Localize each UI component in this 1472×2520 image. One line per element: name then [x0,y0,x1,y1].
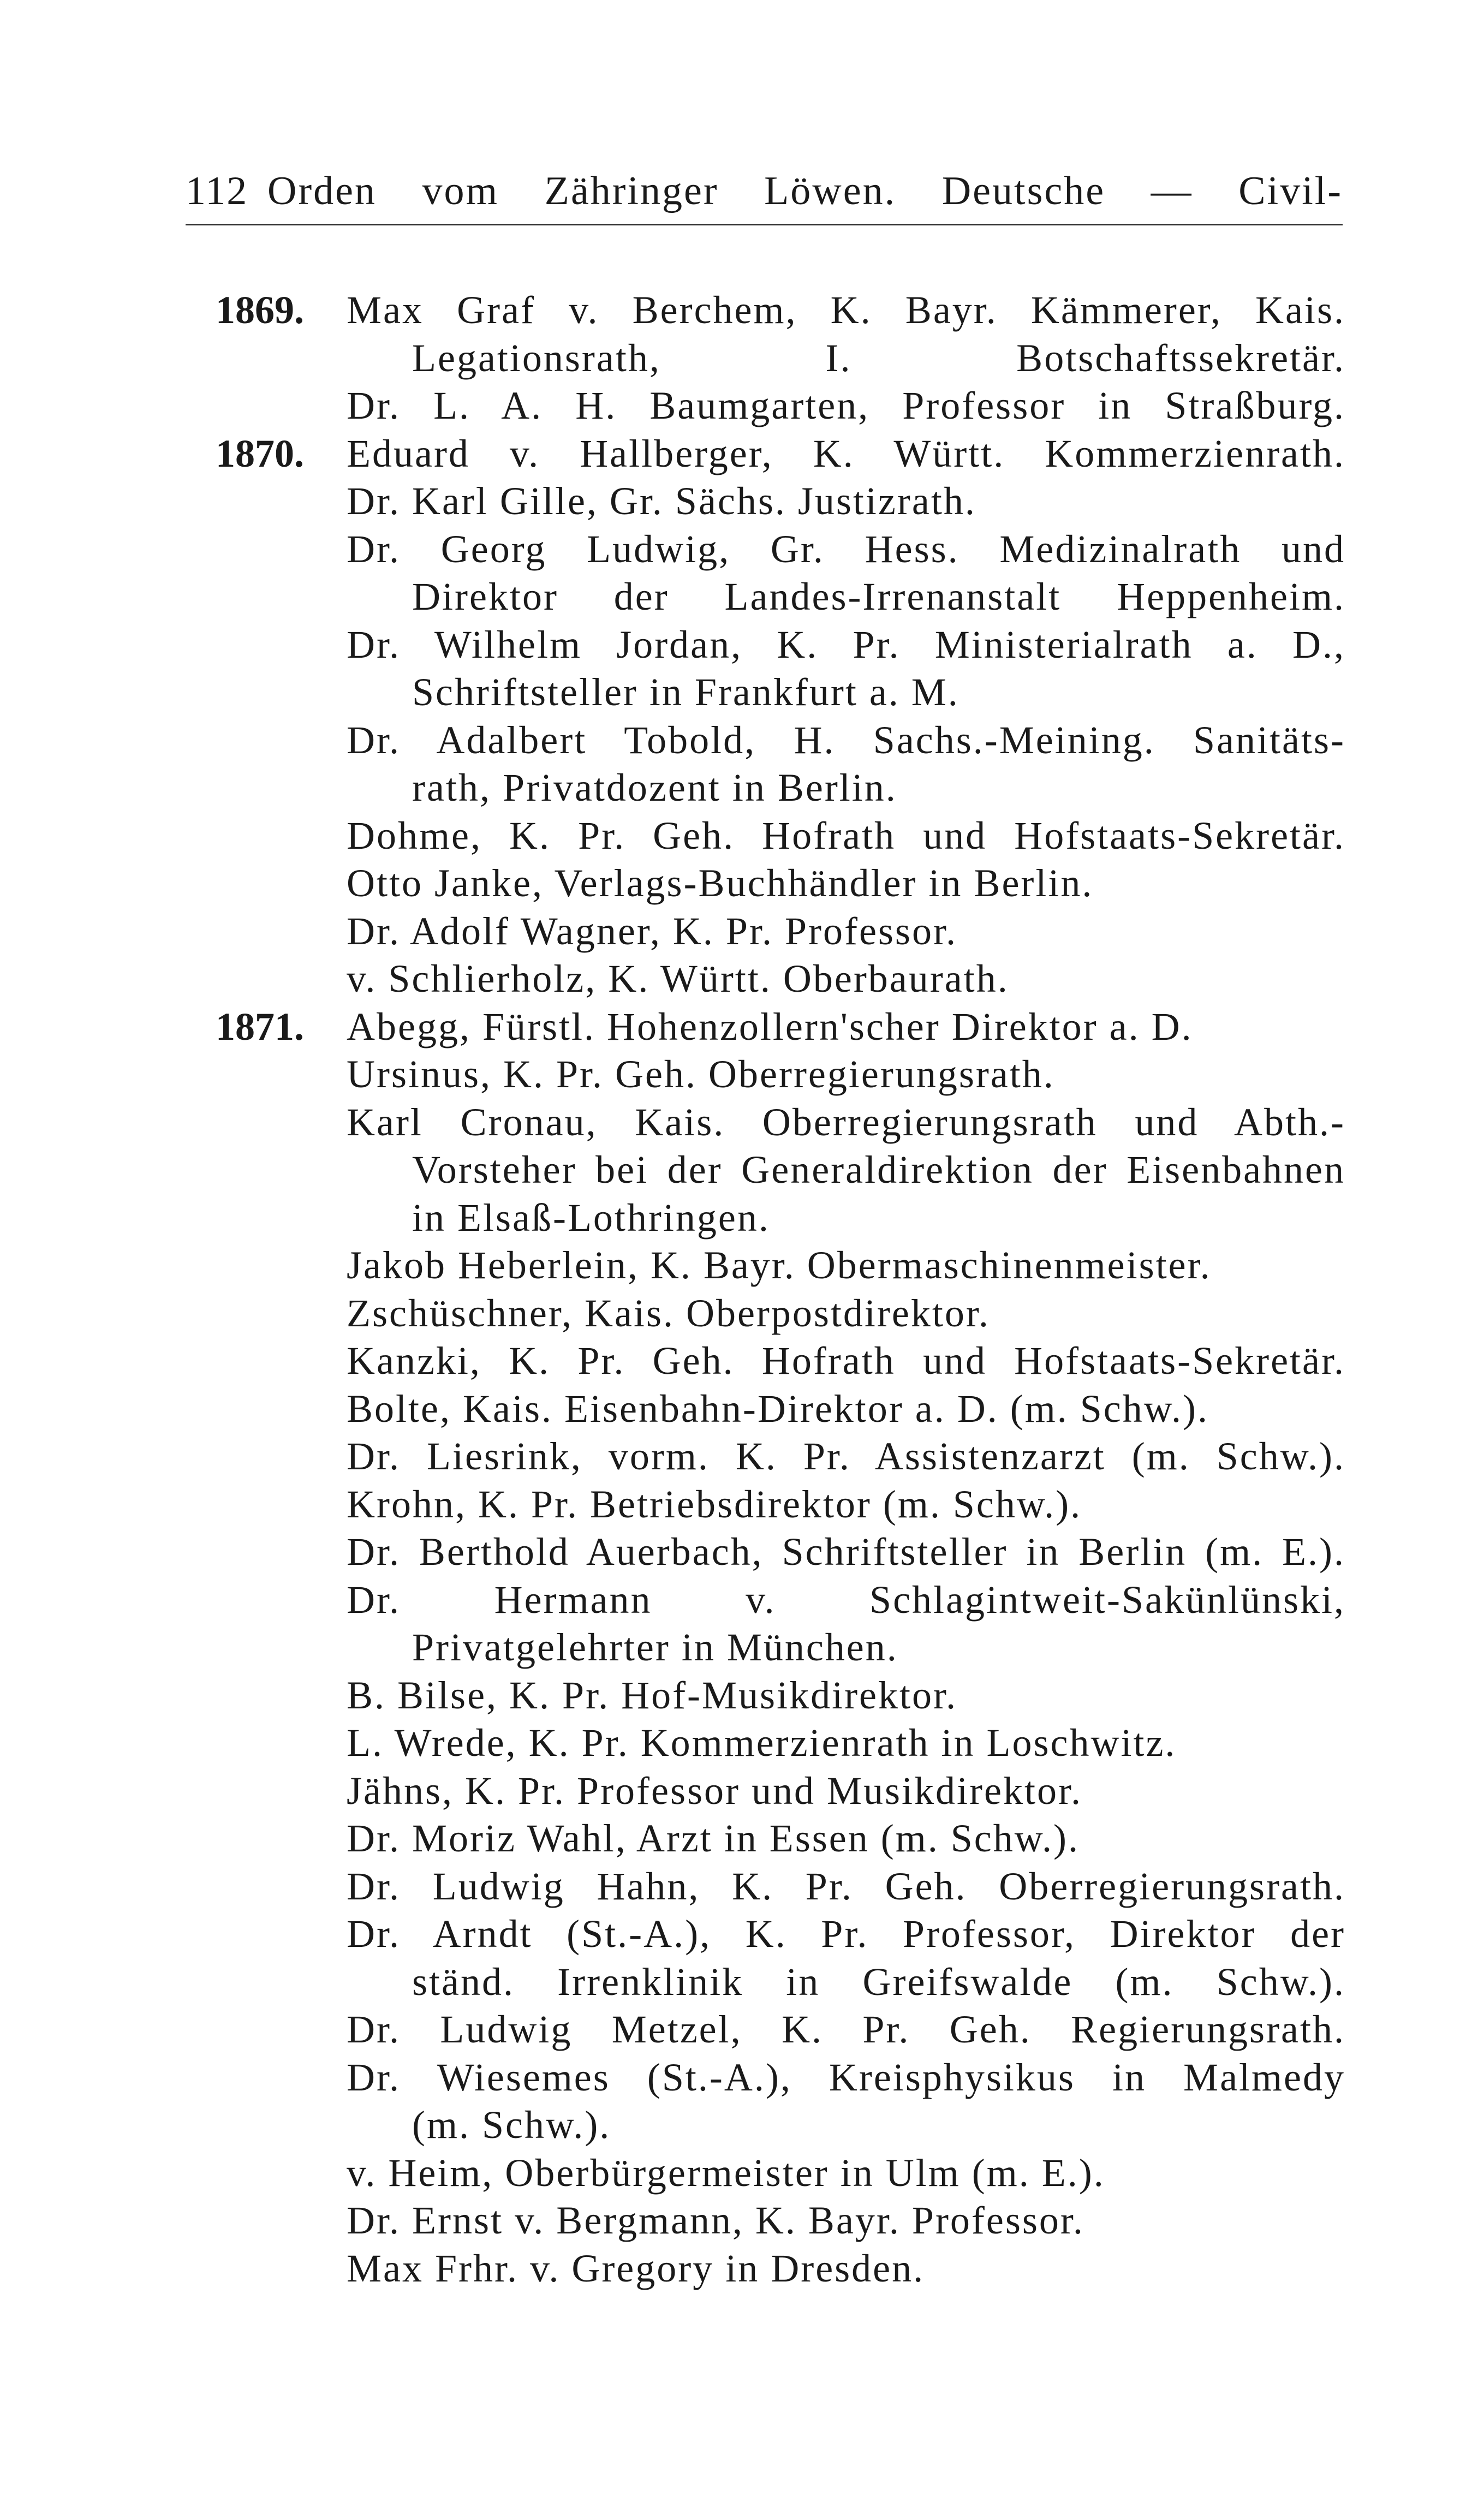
entry-text: Kanzki, K. Pr. Geh. Hofrath und Hofstaats-Sekretär. [347,1339,1345,1383]
entry-line [216,2197,1345,2245]
entry-line [216,2245,1345,2293]
entry-text: Dr. Karl Gille, Gr. Sächs. Justizrath. [347,479,976,523]
entry-text: Dr. Ernst v. Bergmann, K. Bayr. Professor. [347,2199,1084,2242]
entry-line [216,382,1345,430]
entry-line [216,1242,1345,1290]
entry-line [216,1290,1345,1338]
entry-year: 1871. [216,1004,304,1048]
entry-line [216,287,1345,335]
entry-text: v. Schlierholz, K. Württ. Oberbaurath. [347,957,1009,1000]
entry-line [216,1385,1345,1433]
entry-text: Dr. Berthold Auerbach, Schriftsteller in Berlin (m. E.). [347,1530,1345,1574]
entry-text: Abegg, Fürstl. Hohenzollern'scher Direktor a. D. [347,1004,1193,1048]
entry-text: Dr. Georg Ludwig, Gr. Hess. Medizinalrath und [347,527,1345,571]
entry-line [216,2149,1345,2197]
entry-line [216,812,1345,860]
entry-text: v. Heim, Oberbürgermeister in Ulm (m. E.). [347,2150,1105,2195]
entry-line [216,478,1345,526]
entry-text: L. Wrede, K. Pr. Kommerzienrath in Loschwitz. [347,1721,1177,1765]
page-header [186,164,1343,225]
entry-line [216,1576,1345,1624]
entry-text: Dr. Ludwig Hahn, K. Pr. Geh. Oberregierungsrath. [347,1864,1345,1908]
entry-text: Dr. Arndt (St.-A.), K. Pr. Professor, Direktor der [347,1912,1345,1956]
entry-text: (m. Schw.). [412,2103,611,2147]
entry-line [216,1051,1345,1099]
entry-continuation-line [216,669,1345,717]
entry-text: Bolte, Kais. Eisenbahn-Direktor a. D. (m. Schw.). [347,1386,1209,1431]
entry-line [216,526,1345,574]
entry-list [216,287,1345,2292]
entry-text: rath, Privatdozent in Berlin. [412,766,897,809]
entry-text: Dr. Adolf Wagner, K. Pr. Professor. [347,909,957,953]
entry-continuation-line [216,1958,1345,2006]
entry-line [216,1863,1345,1911]
entry-line [216,1433,1345,1481]
entry-text: Dr. Adalbert Tobold, H. Sachs.-Meining. Sanitäts- [347,718,1345,762]
entry-text: Dr. Hermann v. Schlagintweit-Sakünlünski, [347,1577,1345,1622]
entry-year: 1869. [216,288,304,332]
entry-text: Eduard v. Hallberger, K. Württ. Kommerzienrath. [347,431,1345,475]
entry-text: Dr. Moriz Wahl, Arzt in Essen (m. Schw.). [347,1816,1080,1860]
entry-line [216,1099,1345,1147]
entry-text: Dr. Wilhelm Jordan, K. Pr. Ministerialrath a. D., [347,622,1345,666]
entry-text: Jakob Heberlein, K. Bayr. Obermaschinenmeister. [347,1243,1212,1287]
entry-text: Zschüschner, Kais. Oberpostdirektor. [347,1291,990,1335]
entry-text: ständ. Irrenklinik in Greifswalde (m. Schw.). [412,1959,1345,2004]
entry-text: Dohme, K. Pr. Geh. Hofrath und Hofstaats-Sekretär. [347,813,1345,857]
entry-text: Max Graf v. Berchem, K. Bayr. Kämmerer, Kais. [347,288,1345,332]
entry-line [216,1910,1345,1958]
entry-text: B. Bilse, K. Pr. Hof-Musikdirektor. [347,1673,958,1717]
entry-line [216,2054,1345,2102]
entry-line [216,1815,1345,1863]
entry-text: Vorsteher bei der Generaldirektion der Eisenbahnen [412,1148,1345,1192]
entry-line [216,717,1345,765]
entry-continuation-line [216,764,1345,812]
entry-line [216,1672,1345,1720]
entry-line [216,1003,1345,1051]
entry-line [216,1719,1345,1767]
entry-text: Privatgelehrter in München. [412,1625,898,1669]
entry-text: Dr. L. A. H. Baumgarten, Professor in Straßburg. [347,384,1345,427]
entry-line [216,908,1345,956]
entry-text: Dr. Ludwig Metzel, K. Pr. Geh. Regierungsrath. [347,2007,1345,2051]
entry-text: Dr. Wiesemes (St.-A.), Kreisphysikus in Malmedy [347,2055,1345,2099]
running-title: Orden vom Zähringer Löwen. Deutsche — Civil- [267,169,1343,213]
entry-line [216,1767,1345,1815]
entry-line [216,2006,1345,2054]
entry-year: 1870. [216,431,304,475]
entry-line [216,621,1345,669]
page-number: 112 [186,169,248,213]
entry-continuation-line [216,2101,1345,2149]
entry-continuation-line [216,1194,1345,1242]
entry-continuation-line [216,1146,1345,1194]
entry-continuation-line [216,573,1345,621]
entry-line [216,430,1345,478]
entry-text: Otto Janke, Verlags-Buchhändler in Berlin. [347,861,1094,905]
entry-line [216,1528,1345,1576]
entry-line [216,1481,1345,1529]
entry-text: Jähns, K. Pr. Professor und Musikdirektor. [347,1768,1082,1813]
entry-text: Max Frhr. v. Gregory in Dresden. [347,2246,925,2290]
entry-text: Legationsrath, I. Botschaftssekretär. [412,336,1345,380]
entry-text: Direktor der Landes-Irrenanstalt Heppenheim. [412,575,1345,618]
entry-continuation-line [216,335,1345,383]
entry-text: Ursinus, K. Pr. Geh. Oberregierungsrath. [347,1052,1055,1096]
entry-text: Krohn, K. Pr. Betriebsdirektor (m. Schw.). [347,1482,1082,1526]
entry-continuation-line [216,1624,1345,1672]
entry-text: Dr. Liesrink, vorm. K. Pr. Assistenzarzt (m. Schw.). [347,1434,1345,1478]
entry-line [216,955,1345,1003]
entry-text: Schriftsteller in Frankfurt a. M. [412,670,960,714]
entry-text: Karl Cronau, Kais. Oberregierungsrath und Abth.- [347,1100,1345,1144]
entry-line [216,860,1345,908]
entry-line [216,1337,1345,1385]
entry-text: in Elsaß-Lothringen. [412,1195,770,1240]
